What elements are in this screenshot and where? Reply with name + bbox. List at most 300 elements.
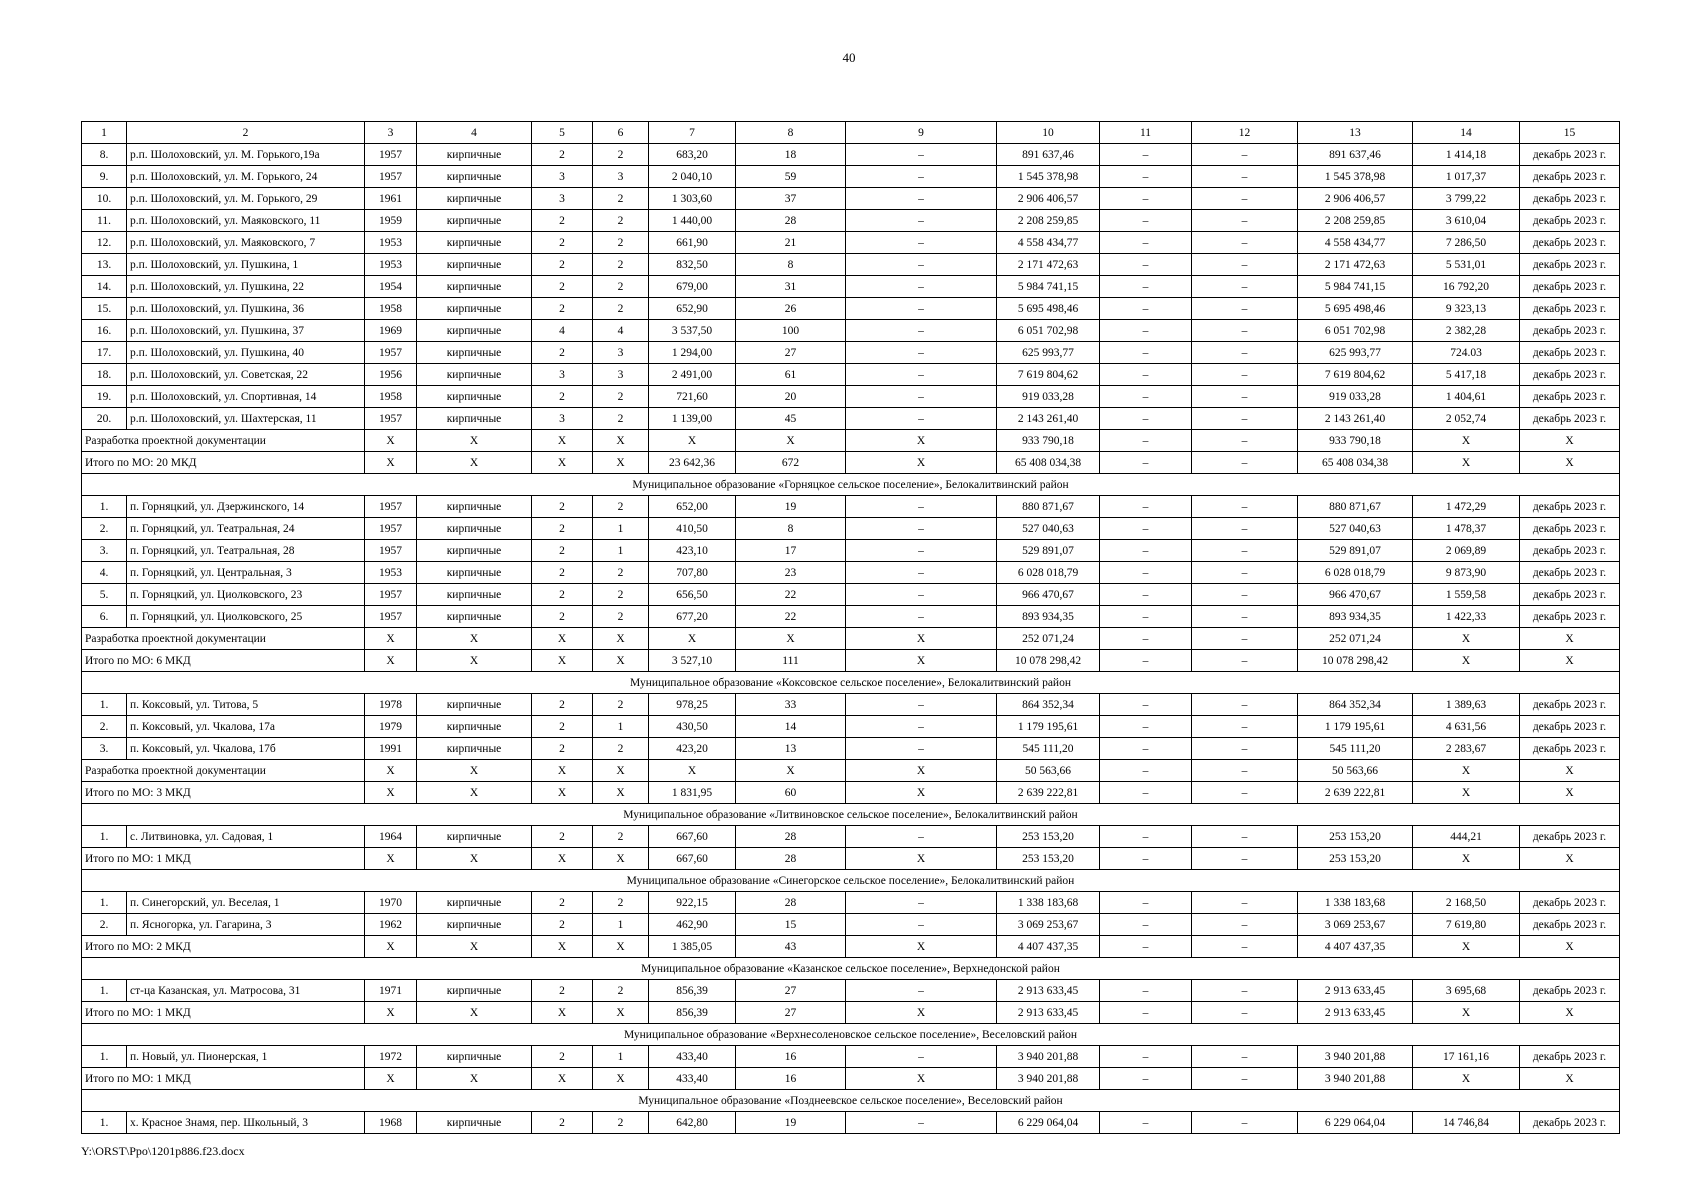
data-cell: 17 161,16 bbox=[1413, 1046, 1520, 1068]
data-cell: 966 470,67 bbox=[1298, 584, 1413, 606]
table-row bbox=[82, 232, 1620, 254]
section-header-row bbox=[82, 474, 1620, 496]
data-cell: – bbox=[1192, 144, 1298, 166]
table-row bbox=[82, 496, 1620, 518]
column-number-row bbox=[82, 122, 1620, 144]
data-cell: 683,20 bbox=[649, 144, 736, 166]
summary-data-cell: X bbox=[417, 782, 532, 804]
data-cell: – bbox=[846, 364, 997, 386]
data-cell: 527 040,63 bbox=[1298, 518, 1413, 540]
data-cell: – bbox=[846, 210, 997, 232]
summary-data-cell: X bbox=[532, 650, 593, 672]
section-header-row bbox=[82, 1024, 1620, 1046]
data-cell: 1961 bbox=[365, 188, 417, 210]
data-cell: 22 bbox=[736, 584, 846, 606]
data-cell: 9 323,13 bbox=[1413, 298, 1520, 320]
summary-data-cell: X bbox=[846, 782, 997, 804]
data-cell: 1 414,18 bbox=[1413, 144, 1520, 166]
table-body bbox=[82, 122, 1620, 1134]
summary-data-cell: X bbox=[649, 430, 736, 452]
address-cell: р.п. Шолоховский, ул. Пушкина, 22 bbox=[127, 276, 365, 298]
summary-data-cell: X bbox=[1413, 430, 1520, 452]
row-number-cell: 9. bbox=[82, 166, 127, 188]
data-cell: – bbox=[1192, 826, 1298, 848]
data-cell: 3 bbox=[532, 408, 593, 430]
data-cell: 7 619 804,62 bbox=[997, 364, 1100, 386]
summary-data-cell: – bbox=[1192, 782, 1298, 804]
summary-data-cell: 16 bbox=[736, 1068, 846, 1090]
address-cell: п. Коксовый, ул. Титова, 5 bbox=[127, 694, 365, 716]
data-cell: 6 051 702,98 bbox=[997, 320, 1100, 342]
data-cell: 1957 bbox=[365, 518, 417, 540]
row-number-cell: 1. bbox=[82, 892, 127, 914]
data-cell: 18 bbox=[736, 144, 846, 166]
municipality-heading-cell: Муниципальное образование «Синегорское сельское поселение», Белокалитвинский район bbox=[82, 870, 1620, 892]
row-number-cell: 18. bbox=[82, 364, 127, 386]
summary-data-cell: 2 913 633,45 bbox=[1298, 1002, 1413, 1024]
address-cell: с. Литвиновка, ул. Садовая, 1 bbox=[127, 826, 365, 848]
data-cell: 2 bbox=[593, 298, 649, 320]
address-cell: п. Горняцкий, ул. Циолковского, 25 bbox=[127, 606, 365, 628]
address-cell: п. Горняцкий, ул. Циолковского, 23 bbox=[127, 584, 365, 606]
summary-data-cell: X bbox=[365, 650, 417, 672]
data-cell: – bbox=[1100, 518, 1192, 540]
data-cell: – bbox=[1192, 584, 1298, 606]
data-cell: декабрь 2023 г. bbox=[1520, 826, 1620, 848]
summary-data-cell: 933 790,18 bbox=[997, 430, 1100, 452]
row-number-cell: 1. bbox=[82, 826, 127, 848]
data-cell: 667,60 bbox=[649, 826, 736, 848]
row-number-cell: 16. bbox=[82, 320, 127, 342]
summary-data-cell: 3 527,10 bbox=[649, 650, 736, 672]
summary-row bbox=[82, 848, 1620, 870]
data-cell: 864 352,34 bbox=[1298, 694, 1413, 716]
data-cell: декабрь 2023 г. bbox=[1520, 254, 1620, 276]
data-cell: 2 bbox=[532, 892, 593, 914]
summary-data-cell: X bbox=[1413, 936, 1520, 958]
table-row bbox=[82, 166, 1620, 188]
data-cell: декабрь 2023 г. bbox=[1520, 518, 1620, 540]
data-cell: декабрь 2023 г. bbox=[1520, 562, 1620, 584]
address-cell: р.п. Шолоховский, ул. М. Горького, 29 bbox=[127, 188, 365, 210]
address-cell: х. Красное Знамя, пер. Школьный, 3 bbox=[127, 1112, 365, 1134]
data-cell: 2 bbox=[532, 210, 593, 232]
summary-row bbox=[82, 936, 1620, 958]
column-number-cell: 10 bbox=[997, 122, 1100, 144]
summary-data-cell: 27 bbox=[736, 1002, 846, 1024]
summary-label-cell: Итого по МО: 1 МКД bbox=[82, 1068, 365, 1090]
data-cell: кирпичные bbox=[417, 342, 532, 364]
data-cell: – bbox=[1192, 694, 1298, 716]
data-cell: 430,50 bbox=[649, 716, 736, 738]
data-cell: 625 993,77 bbox=[997, 342, 1100, 364]
data-cell: 1968 bbox=[365, 1112, 417, 1134]
summary-data-cell: X bbox=[365, 1002, 417, 1024]
data-cell: – bbox=[846, 496, 997, 518]
column-number-cell: 9 bbox=[846, 122, 997, 144]
data-cell: 462,90 bbox=[649, 914, 736, 936]
table-row bbox=[82, 320, 1620, 342]
data-cell: 1 294,00 bbox=[649, 342, 736, 364]
data-cell: 15 bbox=[736, 914, 846, 936]
summary-data-cell: X bbox=[417, 1068, 532, 1090]
data-cell: 3 695,68 bbox=[1413, 980, 1520, 1002]
data-cell: 2 bbox=[532, 386, 593, 408]
data-cell: 707,80 bbox=[649, 562, 736, 584]
summary-data-cell: X bbox=[736, 628, 846, 650]
data-cell: кирпичные bbox=[417, 1112, 532, 1134]
data-cell: 14 746,84 bbox=[1413, 1112, 1520, 1134]
summary-data-cell: 933 790,18 bbox=[1298, 430, 1413, 452]
summary-data-cell: X bbox=[417, 760, 532, 782]
data-cell: – bbox=[1192, 166, 1298, 188]
data-cell: кирпичные bbox=[417, 716, 532, 738]
summary-data-cell: X bbox=[1520, 936, 1620, 958]
summary-data-cell: X bbox=[1413, 650, 1520, 672]
data-cell: 4 631,56 bbox=[1413, 716, 1520, 738]
data-cell: 31 bbox=[736, 276, 846, 298]
data-cell: – bbox=[1192, 1112, 1298, 1134]
table-row bbox=[82, 826, 1620, 848]
summary-label-cell: Разработка проектной документации bbox=[82, 760, 365, 782]
summary-data-cell: X bbox=[532, 782, 593, 804]
data-cell: декабрь 2023 г. bbox=[1520, 738, 1620, 760]
data-cell: 423,20 bbox=[649, 738, 736, 760]
data-cell: – bbox=[1100, 364, 1192, 386]
data-cell: 1957 bbox=[365, 584, 417, 606]
data-cell: декабрь 2023 г. bbox=[1520, 694, 1620, 716]
data-cell: декабрь 2023 г. bbox=[1520, 496, 1620, 518]
data-cell: 724.03 bbox=[1413, 342, 1520, 364]
row-number-cell: 3. bbox=[82, 738, 127, 760]
data-cell: 1 bbox=[593, 716, 649, 738]
data-cell: 3 bbox=[593, 166, 649, 188]
section-header-row bbox=[82, 958, 1620, 980]
data-cell: – bbox=[1192, 254, 1298, 276]
row-number-cell: 14. bbox=[82, 276, 127, 298]
data-cell: кирпичные bbox=[417, 298, 532, 320]
data-cell: 679,00 bbox=[649, 276, 736, 298]
summary-data-cell: – bbox=[1100, 848, 1192, 870]
summary-data-cell: X bbox=[846, 452, 997, 474]
summary-label-cell: Итого по МО: 1 МКД bbox=[82, 1002, 365, 1024]
summary-data-cell: X bbox=[846, 1068, 997, 1090]
data-cell: 1953 bbox=[365, 562, 417, 584]
data-cell: 2 bbox=[532, 254, 593, 276]
municipality-heading-cell: Муниципальное образование «Казанское сельское поселение», Верхнедонской район bbox=[82, 958, 1620, 980]
summary-data-cell: 856,39 bbox=[649, 1002, 736, 1024]
summary-data-cell: 1 831,95 bbox=[649, 782, 736, 804]
data-cell: декабрь 2023 г. bbox=[1520, 914, 1620, 936]
summary-data-cell: X bbox=[417, 936, 532, 958]
address-cell: п. Коксовый, ул. Чкалова, 17б bbox=[127, 738, 365, 760]
summary-data-cell: X bbox=[365, 628, 417, 650]
data-cell: – bbox=[1100, 496, 1192, 518]
data-cell: 5 984 741,15 bbox=[997, 276, 1100, 298]
summary-data-cell: X bbox=[649, 760, 736, 782]
data-cell: 1954 bbox=[365, 276, 417, 298]
data-cell: 2 bbox=[532, 694, 593, 716]
data-cell: 1957 bbox=[365, 540, 417, 562]
data-cell: 891 637,46 bbox=[1298, 144, 1413, 166]
data-cell: 37 bbox=[736, 188, 846, 210]
data-cell: 2 491,00 bbox=[649, 364, 736, 386]
data-cell: – bbox=[1192, 188, 1298, 210]
data-cell: 1 139,00 bbox=[649, 408, 736, 430]
column-number-cell: 15 bbox=[1520, 122, 1620, 144]
data-cell: 656,50 bbox=[649, 584, 736, 606]
summary-data-cell: X bbox=[846, 1002, 997, 1024]
summary-data-cell: X bbox=[417, 848, 532, 870]
data-cell: 1970 bbox=[365, 892, 417, 914]
data-cell: – bbox=[846, 826, 997, 848]
data-cell: 21 bbox=[736, 232, 846, 254]
data-cell: 2 143 261,40 bbox=[1298, 408, 1413, 430]
data-cell: – bbox=[846, 1112, 997, 1134]
summary-data-cell: – bbox=[1100, 1002, 1192, 1024]
data-cell: 19 bbox=[736, 1112, 846, 1134]
summary-data-cell: 3 940 201,88 bbox=[1298, 1068, 1413, 1090]
data-cell: 2 168,50 bbox=[1413, 892, 1520, 914]
summary-data-cell: X bbox=[1413, 628, 1520, 650]
summary-data-cell: 3 940 201,88 bbox=[997, 1068, 1100, 1090]
row-number-cell: 2. bbox=[82, 914, 127, 936]
data-cell: 3 940 201,88 bbox=[1298, 1046, 1413, 1068]
data-cell: 4 558 434,77 bbox=[1298, 232, 1413, 254]
data-cell: 433,40 bbox=[649, 1046, 736, 1068]
data-cell: 2 208 259,85 bbox=[1298, 210, 1413, 232]
summary-data-cell: X bbox=[1520, 1002, 1620, 1024]
data-cell: декабрь 2023 г. bbox=[1520, 892, 1620, 914]
summary-data-cell: – bbox=[1100, 628, 1192, 650]
summary-data-cell: 253 153,20 bbox=[1298, 848, 1413, 870]
data-cell: 545 111,20 bbox=[997, 738, 1100, 760]
data-cell: – bbox=[1100, 166, 1192, 188]
data-cell: кирпичные bbox=[417, 276, 532, 298]
data-cell: кирпичные bbox=[417, 210, 532, 232]
address-cell: р.п. Шолоховский, ул. Шахтерская, 11 bbox=[127, 408, 365, 430]
row-number-cell: 8. bbox=[82, 144, 127, 166]
summary-data-cell: X bbox=[593, 760, 649, 782]
data-cell: декабрь 2023 г. bbox=[1520, 144, 1620, 166]
data-cell: 6 028 018,79 bbox=[1298, 562, 1413, 584]
data-cell: 14 bbox=[736, 716, 846, 738]
row-number-cell: 1. bbox=[82, 1112, 127, 1134]
summary-data-cell: 4 407 437,35 bbox=[1298, 936, 1413, 958]
data-cell: 253 153,20 bbox=[1298, 826, 1413, 848]
column-number-cell: 6 bbox=[593, 122, 649, 144]
summary-data-cell: X bbox=[593, 848, 649, 870]
address-cell: р.п. Шолоховский, ул. Пушкина, 1 bbox=[127, 254, 365, 276]
data-cell: 3 940 201,88 bbox=[997, 1046, 1100, 1068]
page-number: 40 bbox=[842, 50, 856, 65]
data-cell: – bbox=[846, 584, 997, 606]
address-cell: п. Горняцкий, ул. Театральная, 28 bbox=[127, 540, 365, 562]
address-cell: р.п. Шолоховский, ул. Пушкина, 36 bbox=[127, 298, 365, 320]
data-cell: 1 389,63 bbox=[1413, 694, 1520, 716]
data-cell: 2 040,10 bbox=[649, 166, 736, 188]
table-row bbox=[82, 342, 1620, 364]
data-cell: – bbox=[846, 276, 997, 298]
data-cell: 625 993,77 bbox=[1298, 342, 1413, 364]
table-row bbox=[82, 562, 1620, 584]
data-cell: декабрь 2023 г. bbox=[1520, 210, 1620, 232]
data-cell: 8 bbox=[736, 254, 846, 276]
summary-row bbox=[82, 1002, 1620, 1024]
data-cell: – bbox=[1192, 892, 1298, 914]
data-cell: – bbox=[1192, 342, 1298, 364]
summary-data-cell: – bbox=[1100, 430, 1192, 452]
data-cell: 6 051 702,98 bbox=[1298, 320, 1413, 342]
municipality-heading-cell: Муниципальное образование «Литвиновское сельское поселение», Белокалитвинский район bbox=[82, 804, 1620, 826]
data-cell: – bbox=[1192, 276, 1298, 298]
data-cell: 2 bbox=[593, 562, 649, 584]
data-cell: 27 bbox=[736, 980, 846, 1002]
column-number-cell: 13 bbox=[1298, 122, 1413, 144]
data-cell: 2 bbox=[532, 298, 593, 320]
section-header-row bbox=[82, 672, 1620, 694]
data-cell: – bbox=[1100, 342, 1192, 364]
data-cell: кирпичные bbox=[417, 1046, 532, 1068]
data-cell: 2 bbox=[532, 540, 593, 562]
data-cell: 45 bbox=[736, 408, 846, 430]
row-number-cell: 4. bbox=[82, 562, 127, 584]
data-cell: 61 bbox=[736, 364, 846, 386]
data-cell: – bbox=[846, 144, 997, 166]
data-cell: – bbox=[1192, 716, 1298, 738]
data-cell: 2 283,67 bbox=[1413, 738, 1520, 760]
data-cell: – bbox=[846, 694, 997, 716]
data-cell: 2 bbox=[593, 694, 649, 716]
data-cell: 5 531,01 bbox=[1413, 254, 1520, 276]
data-cell: 16 792,20 bbox=[1413, 276, 1520, 298]
table-row bbox=[82, 518, 1620, 540]
summary-data-cell: X bbox=[736, 760, 846, 782]
data-cell: 1 179 195,61 bbox=[997, 716, 1100, 738]
summary-data-cell: X bbox=[593, 452, 649, 474]
data-cell: – bbox=[1100, 980, 1192, 1002]
data-cell: кирпичные bbox=[417, 408, 532, 430]
summary-data-cell: X bbox=[1413, 760, 1520, 782]
summary-data-cell: X bbox=[532, 936, 593, 958]
data-cell: – bbox=[1100, 562, 1192, 584]
data-cell: 22 bbox=[736, 606, 846, 628]
data-cell: 1 422,33 bbox=[1413, 606, 1520, 628]
data-cell: кирпичные bbox=[417, 738, 532, 760]
summary-data-cell: 65 408 034,38 bbox=[1298, 452, 1413, 474]
data-cell: 26 bbox=[736, 298, 846, 320]
data-cell: 2 bbox=[593, 738, 649, 760]
data-cell: декабрь 2023 г. bbox=[1520, 188, 1620, 210]
data-cell: 2 bbox=[593, 386, 649, 408]
row-number-cell: 2. bbox=[82, 518, 127, 540]
summary-data-cell: X bbox=[846, 760, 997, 782]
data-cell: – bbox=[1100, 210, 1192, 232]
data-cell: 3 bbox=[532, 364, 593, 386]
data-cell: – bbox=[846, 298, 997, 320]
data-cell: кирпичные bbox=[417, 166, 532, 188]
housing-repair-table-container bbox=[81, 121, 1619, 1134]
data-cell: – bbox=[1100, 232, 1192, 254]
data-cell: 527 040,63 bbox=[997, 518, 1100, 540]
data-cell: 1969 bbox=[365, 320, 417, 342]
data-cell: 1978 bbox=[365, 694, 417, 716]
data-cell: 893 934,35 bbox=[1298, 606, 1413, 628]
address-cell: р.п. Шолоховский, ул. Маяковского, 7 bbox=[127, 232, 365, 254]
data-cell: – bbox=[846, 980, 997, 1002]
data-cell: 978,25 bbox=[649, 694, 736, 716]
data-cell: 1 bbox=[593, 540, 649, 562]
summary-label-cell: Разработка проектной документации bbox=[82, 430, 365, 452]
housing-repair-table bbox=[81, 121, 1620, 1134]
summary-data-cell: 2 913 633,45 bbox=[997, 1002, 1100, 1024]
address-cell: р.п. Шолоховский, ул. Пушкина, 40 bbox=[127, 342, 365, 364]
row-number-cell: 10. bbox=[82, 188, 127, 210]
section-header-row bbox=[82, 870, 1620, 892]
data-cell: 1957 bbox=[365, 342, 417, 364]
summary-data-cell: 65 408 034,38 bbox=[997, 452, 1100, 474]
data-cell: 3 799,22 bbox=[1413, 188, 1520, 210]
data-cell: 2 906 406,57 bbox=[997, 188, 1100, 210]
data-cell: – bbox=[1192, 496, 1298, 518]
data-cell: – bbox=[846, 540, 997, 562]
data-cell: 2 bbox=[532, 232, 593, 254]
data-cell: – bbox=[1100, 298, 1192, 320]
data-cell: – bbox=[846, 738, 997, 760]
address-cell: р.п. Шолоховский, ул. М. Горького,19а bbox=[127, 144, 365, 166]
data-cell: 2 382,28 bbox=[1413, 320, 1520, 342]
summary-label-cell: Разработка проектной документации bbox=[82, 628, 365, 650]
data-cell: 410,50 bbox=[649, 518, 736, 540]
data-cell: 893 934,35 bbox=[997, 606, 1100, 628]
table-row bbox=[82, 188, 1620, 210]
summary-data-cell: 28 bbox=[736, 848, 846, 870]
data-cell: – bbox=[846, 606, 997, 628]
summary-label-cell: Итого по МО: 2 МКД bbox=[82, 936, 365, 958]
summary-row bbox=[82, 452, 1620, 474]
section-header-row bbox=[82, 1090, 1620, 1112]
summary-data-cell: X bbox=[846, 848, 997, 870]
row-number-cell: 20. bbox=[82, 408, 127, 430]
table-row bbox=[82, 584, 1620, 606]
column-number-cell: 8 bbox=[736, 122, 846, 144]
data-cell: – bbox=[1192, 540, 1298, 562]
data-cell: 652,00 bbox=[649, 496, 736, 518]
row-number-cell: 15. bbox=[82, 298, 127, 320]
address-cell: р.п. Шолоховский, ул. Маяковского, 11 bbox=[127, 210, 365, 232]
table-row bbox=[82, 738, 1620, 760]
summary-data-cell: 2 639 222,81 bbox=[1298, 782, 1413, 804]
summary-data-cell: X bbox=[532, 430, 593, 452]
summary-data-cell: X bbox=[365, 1068, 417, 1090]
address-cell: р.п. Шолоховский, ул. М. Горького, 24 bbox=[127, 166, 365, 188]
table-row bbox=[82, 980, 1620, 1002]
row-number-cell: 1. bbox=[82, 1046, 127, 1068]
summary-data-cell: X bbox=[365, 430, 417, 452]
summary-data-cell: X bbox=[593, 782, 649, 804]
summary-data-cell: – bbox=[1192, 650, 1298, 672]
row-number-cell: 1. bbox=[82, 694, 127, 716]
summary-data-cell: X bbox=[365, 452, 417, 474]
data-cell: 661,90 bbox=[649, 232, 736, 254]
data-cell: кирпичные bbox=[417, 584, 532, 606]
data-cell: 2 bbox=[532, 980, 593, 1002]
data-cell: 6 229 064,04 bbox=[997, 1112, 1100, 1134]
summary-data-cell: X bbox=[532, 848, 593, 870]
address-cell: п. Горняцкий, ул. Дзержинского, 14 bbox=[127, 496, 365, 518]
row-number-cell: 12. bbox=[82, 232, 127, 254]
summary-data-cell: 10 078 298,42 bbox=[1298, 650, 1413, 672]
